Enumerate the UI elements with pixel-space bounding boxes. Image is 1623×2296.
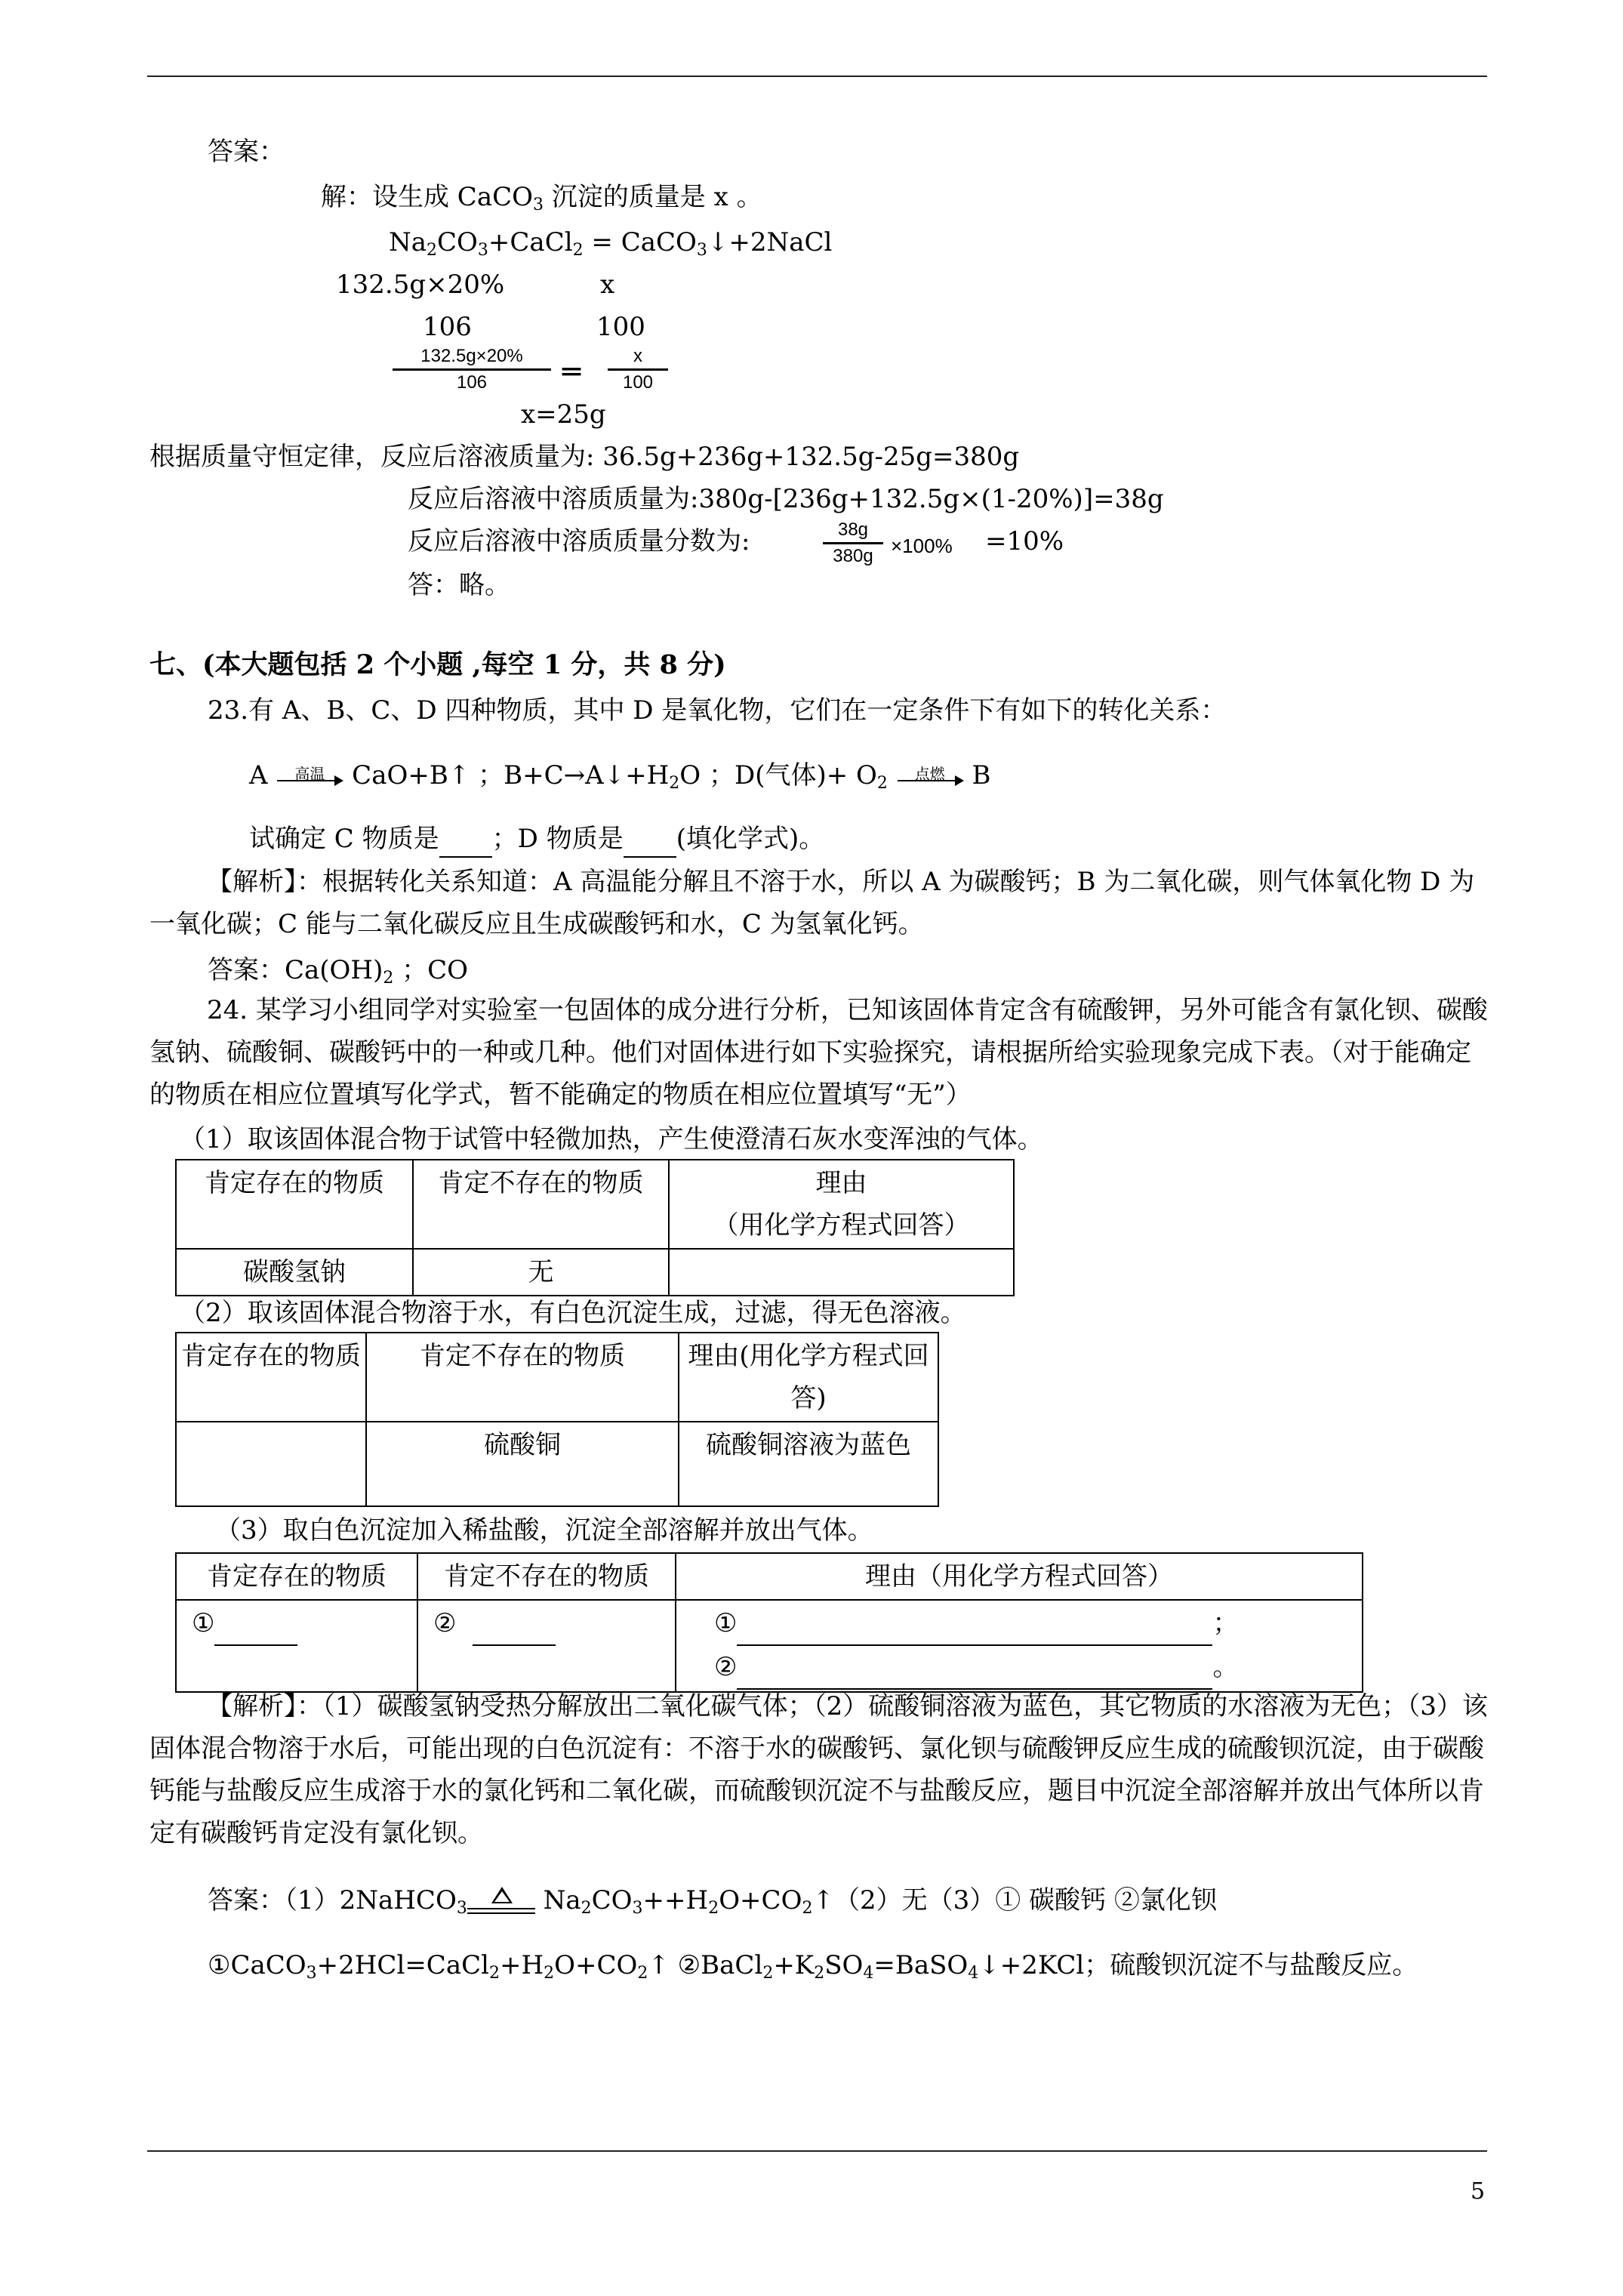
q24-analysis: 【解析】：（1）碳酸氢钠受热分解放出二氧化碳气体；（2）硫酸铜溶液为蓝色，其它物质的水溶液为无色；（3）该固体混合物溶于水后，可能出现的白色沉淀有：不溶于水的碳酸钙、氯化钡与硫酸钾反应生成的硫酸钡沉淀，由于碳酸钙能与盐酸反应生成溶于水的氯化钙和二氧化碳，而硫酸钡沉淀不与盐酸反应，题目中沉淀全部溶解并放出气体所以肯定有碳酸钙肯定没有氯化钡。 <box>149 1691 1488 1848</box>
q23-stem: 23.有 A、B、C、D 四种物质，其中 D 是氧化物，它们在一定条件下有如下的转化关系： <box>208 695 1227 726</box>
t2-header-exist: 肯定存在的物质 <box>176 1333 366 1422</box>
t1-header-reason: 理由 （用化学方程式回答） <box>669 1160 1014 1249</box>
t1-cell-reason <box>669 1249 1014 1296</box>
q23-relations: A 高温 CaO+B↑ ；$B+C\to A↓+H_2O$ ；D(气体)+ $O_2$ 点燃 B <box>249 760 991 793</box>
solve-line-1: 解：设生成 CaCO$_3$ 沉淀的质量是 x 。 <box>321 182 762 214</box>
q24-step3: （3）取白色沉淀加入稀盐酸，沉淀全部溶解并放出气体。 <box>215 1515 873 1546</box>
q24-step1: （1）取该固体混合物于试管中轻微加热，产生使澄清石灰水变浑浊的气体。 <box>180 1124 1043 1154</box>
proportion-right: x 100 <box>608 346 668 393</box>
q23-ask: 试确定 C 物质是 ；D 物质是 (填化学式)。 <box>249 821 824 858</box>
q24-step2: （2）取该固体混合物溶于水，有白色沉淀生成，过滤，得无色溶液。 <box>180 1298 966 1328</box>
ratio-line-b: x <box>600 270 615 300</box>
molar-mass-b: 100 <box>596 312 645 342</box>
t2-header-absent: 肯定不存在的物质 <box>366 1333 679 1422</box>
t3-header-reason: 理由（用化学方程式回答） <box>676 1553 1363 1600</box>
t3-cell-absent: ② <box>417 1600 676 1692</box>
table-step1 <box>175 1159 1015 1296</box>
mass-fraction-label: 反应后溶液中溶质质量分数为: <box>408 526 750 556</box>
page-number: 5 <box>1471 2178 1486 2205</box>
reaction-equation: $Na_2CO_3+CaCl_2$ = CaCO$_3$↓+2NaCl <box>389 227 833 260</box>
mass-fraction-frac: 38g 380g <box>823 519 883 567</box>
t3-header-absent: 肯定不存在的物质 <box>417 1553 676 1600</box>
q23-analysis: 【解析】：根据转化关系知道：A 高温能分解且不溶于水，所以 A 为碳酸钙；B 为二氧化碳，则气体氧化物 D 为一氧化碳；C 能与二氧化碳反应且生成碳酸钙和水，C 为氢氧化钙。 <box>149 867 1475 939</box>
heating-symbol <box>467 1887 535 1917</box>
mass-fraction-result: =10% <box>985 526 1064 556</box>
answer-label: 答案： <box>208 137 285 167</box>
t1-header-absent: 肯定不存在的物质 <box>413 1160 669 1249</box>
t3-cell-reason: ① ； ② 。 <box>676 1600 1363 1692</box>
q24-answer-line2: $①CaCO_3+2HCl=CaCl_2+H_2O+CO_2↑$ $②BaCl_2+K_2SO_4=BaSO_4↓+2KCl$；硫酸钡沉淀不与盐酸反应。 <box>208 1950 1418 1983</box>
result-x: x=25g <box>521 399 606 430</box>
t2-cell-exist <box>176 1422 366 1506</box>
molar-mass-a: 106 <box>423 312 472 342</box>
header-rule <box>147 76 1487 77</box>
table-step3 <box>175 1552 1363 1693</box>
equals-sign: ═ <box>562 355 581 390</box>
reply-line: 答：略。 <box>408 570 510 600</box>
t2-cell-reason: 硫酸铜溶液为蓝色 <box>679 1422 938 1506</box>
ignite-arrow: 点燃 <box>896 762 964 792</box>
q24-answer-line1: 答案：（1）2NaHCO$_3$ $Na_2CO_3++H_2O+CO_2↑(2)$无（3）① 碳酸钙 ②氯化钡 <box>208 1885 1217 1918</box>
t3-header-exist: 肯定存在的物质 <box>176 1553 417 1600</box>
high-temp-arrow: 高温 <box>276 762 343 792</box>
t1-cell-exist: 碳酸氢钠 <box>176 1249 413 1296</box>
proportion-left: 132.5g×20% 106 <box>393 346 551 393</box>
t2-header-reason: 理由(用化学方程式回答) <box>679 1333 938 1422</box>
mass-fraction-mult: ×100% <box>891 535 953 557</box>
table-step2 <box>175 1332 939 1507</box>
t3-cell-exist: ① <box>176 1600 417 1692</box>
t2-cell-absent: 硫酸铜 <box>366 1422 679 1506</box>
section-heading: 七、(本大题包括 2 个小题 ,每空 1 分，共 8 分) <box>149 649 726 680</box>
t1-header-exist: 肯定存在的物质 <box>176 1160 413 1249</box>
footer-rule <box>147 2150 1487 2152</box>
t1-cell-absent: 无 <box>413 1249 669 1296</box>
q23-answer: 答案：$Ca(OH)_2$ ；CO <box>208 955 469 988</box>
mass-law-line: 根据质量守恒定律，反应后溶液质量为: 36.5g+236g+132.5g-25g=380g <box>149 442 1020 472</box>
ratio-line-a: 132.5g×20% <box>336 270 505 300</box>
solute-mass-line: 反应后溶液中溶质质量为:380g-[236g+132.5g×(1-20%)]=38g <box>408 484 1164 514</box>
q24-stem: 24. 某学习小组同学对实验室一包固体的成分进行分析，已知该固体肯定含有硫酸钾，另外可能含有氯化钡、碳酸氢钠、硫酸铜、碳酸钙中的一种或几种。他们对固体进行如下实验探究，请根据所给实验现象完成下表。（对于能确定的物质在相应位置填写化学式，暂不能确定的物质在相应位置填写“无”） <box>149 995 1488 1110</box>
